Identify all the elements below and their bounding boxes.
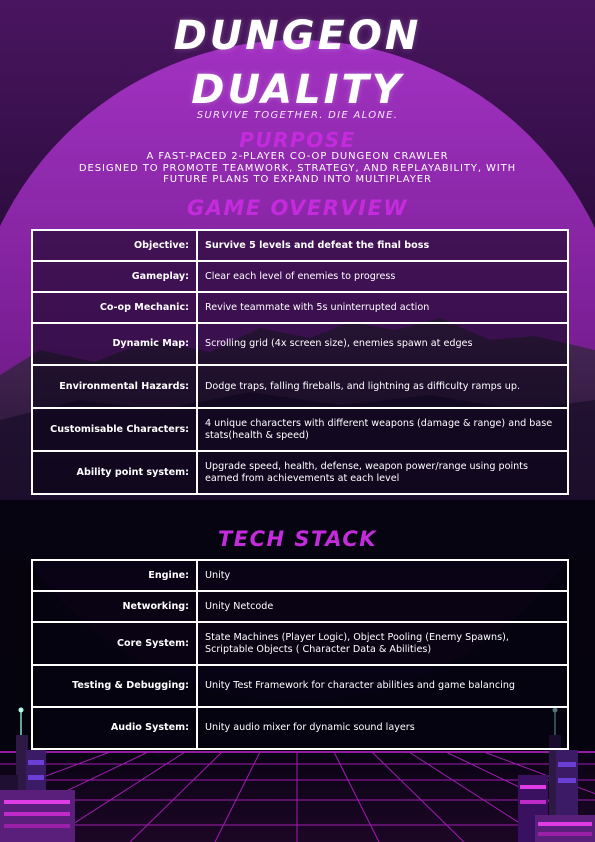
table-row <box>32 365 568 408</box>
row-label: Dynamic Map: <box>32 323 197 365</box>
tech-stack-heading: TECH STACK <box>217 527 378 551</box>
purpose-line: A FAST-PACED 2-PLAYER CO-OP DUNGEON CRAWLER <box>146 151 449 162</box>
row-value: Revive teammate with 5s uninterrupted action <box>197 292 568 323</box>
row-label: Gameplay: <box>32 261 197 292</box>
table-row <box>32 622 568 665</box>
title-line-2: DUALITY <box>191 67 404 113</box>
row-label: Networking: <box>32 591 197 622</box>
game-overview-table <box>31 229 569 495</box>
row-value: State Machines (Player Logic), Object Pooling (Enemy Spawns), Scriptable Objects ( Character Data & Abilities) <box>197 622 568 665</box>
row-label: Co-op Mechanic: <box>32 292 197 323</box>
row-label: Audio System: <box>32 707 197 749</box>
row-label: Ability point system: <box>32 451 197 494</box>
table-row <box>32 591 568 622</box>
row-value: 4 unique characters with different weapons (damage & range) and base stats(health & speed) <box>197 408 568 451</box>
game-overview-heading: GAME OVERVIEW <box>187 196 408 220</box>
row-value: Unity <box>197 560 568 591</box>
row-value: Survive 5 levels and defeat the final boss <box>197 230 568 261</box>
row-value: Unity Netcode <box>197 591 568 622</box>
purpose-line: DESIGNED TO PROMOTE TEAMWORK, STRATEGY, AND REPLAYABILITY, WITH <box>78 162 517 174</box>
table-row <box>32 230 568 261</box>
title-line-1: DUNGEON <box>173 13 422 59</box>
row-label: Core System: <box>32 622 197 665</box>
row-value: Dodge traps, falling fireballs, and lightning as difficulty ramps up. <box>197 365 568 408</box>
row-label: Objective: <box>32 230 197 261</box>
tagline: SURVIVE TOGETHER. DIE ALONE. <box>196 110 399 121</box>
table-row <box>32 261 568 292</box>
table-row <box>32 323 568 365</box>
row-label: Environmental Hazards: <box>32 365 197 408</box>
table-row <box>32 292 568 323</box>
purpose-text <box>40 151 555 186</box>
tech-stack-table <box>31 559 569 750</box>
table-row <box>32 408 568 451</box>
row-value: Upgrade speed, health, defense, weapon power/range using points earned from achievements at each level <box>197 451 568 494</box>
row-value: Clear each level of enemies to progress <box>197 261 568 292</box>
table-row <box>32 451 568 494</box>
purpose-heading: PURPOSE <box>239 128 356 152</box>
purpose-line: FUTURE PLANS TO EXPAND INTO MULTIPLAYER <box>163 174 432 185</box>
row-label: Customisable Characters: <box>32 408 197 451</box>
table-row <box>32 560 568 591</box>
row-label: Testing & Debugging: <box>32 665 197 707</box>
table-row <box>32 665 568 707</box>
row-label: Engine: <box>32 560 197 591</box>
table-row <box>32 707 568 749</box>
row-value: Unity Test Framework for character abilities and game balancing <box>197 665 568 707</box>
row-value: Unity audio mixer for dynamic sound layers <box>197 707 568 749</box>
row-value: Scrolling grid (4x screen size), enemies spawn at edges <box>197 323 568 365</box>
